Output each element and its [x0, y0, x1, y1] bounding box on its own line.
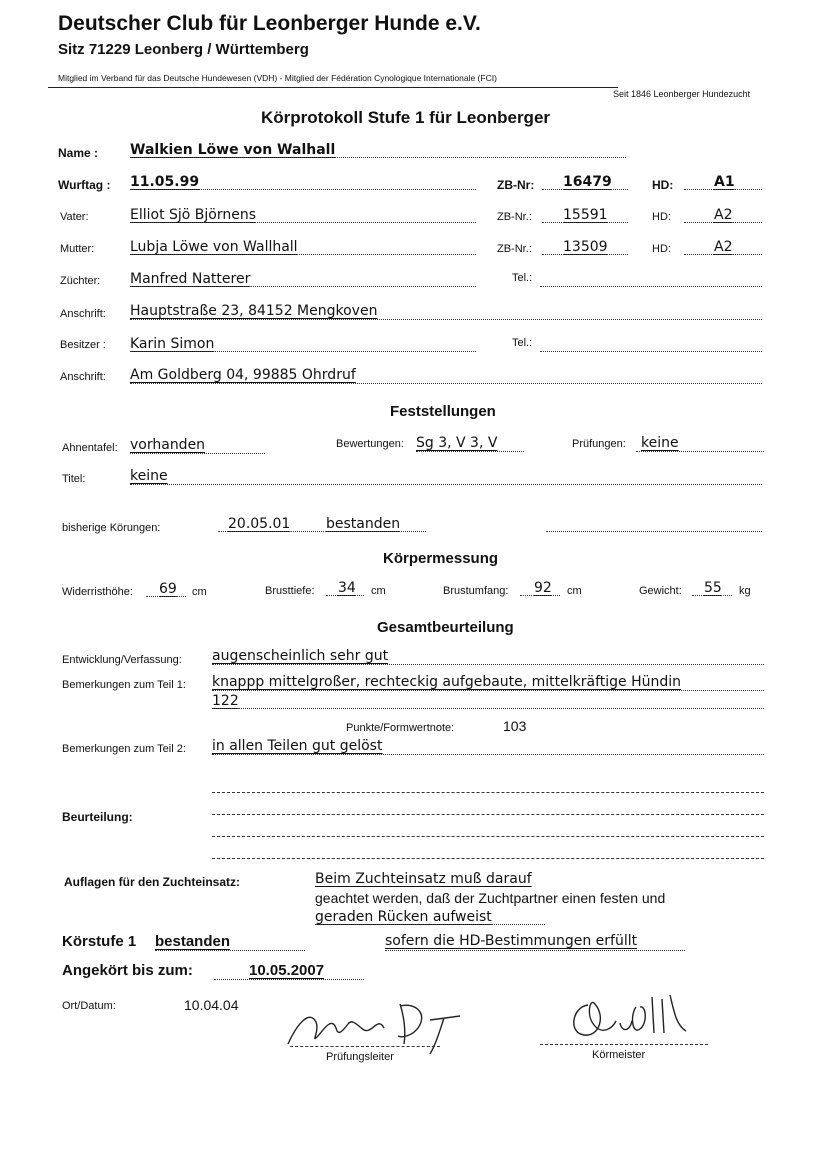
ahnentafel-label: Ahnentafel:: [62, 442, 118, 454]
name-line: [130, 157, 626, 158]
teil2-rule-1: [212, 754, 764, 755]
auflagen-line2: geachtet werden, daß der Zuchtpartner einen festen und: [315, 890, 666, 906]
angekoert-rule: [214, 979, 364, 980]
auflagen-rule: [315, 924, 545, 925]
teil2-label: Bemerkungen zum Teil 2:: [62, 743, 186, 755]
beurteilung-rule-3: [212, 858, 764, 859]
mutter-label: Mutter:: [60, 243, 95, 255]
widerrist-value: 69: [159, 581, 177, 597]
org-seat: Sitz 71229 Leonberg / Württemberg: [58, 41, 309, 58]
punkte-value: 103: [503, 718, 527, 734]
besitzer-anschrift-value: Am Goldberg 04, 99885 Ohrdruf: [130, 367, 356, 383]
beurteilung-label: Beurteilung:: [62, 810, 133, 824]
mutter-value: Lubja Löwe von Wallhall: [130, 239, 298, 255]
hd-line: [684, 189, 762, 190]
brustumfang-line: [520, 595, 560, 596]
pruefungen-line: [636, 451, 764, 452]
vater-zb-label: ZB-Nr.:: [497, 211, 532, 223]
titel-label: Titel:: [62, 473, 86, 485]
mutter-hd-label: HD:: [652, 243, 671, 255]
gewicht-value: 55: [704, 580, 722, 596]
vater-hd-value: A2: [714, 207, 733, 223]
zb-label: ZB-Nr:: [497, 178, 535, 192]
vater-line: [130, 222, 476, 223]
bewertungen-label: Bewertungen:: [336, 438, 404, 450]
koerstufe-value: bestanden: [155, 933, 231, 950]
feststellungen-heading: Feststellungen: [390, 403, 496, 420]
widerrist-label: Widerristhöhe:: [62, 586, 133, 598]
koerungen-date: 20.05.01: [228, 516, 291, 532]
pruefungen-value: keine: [641, 435, 679, 451]
besitzer-label: Besitzer :: [60, 339, 106, 351]
brustumfang-unit: cm: [567, 585, 582, 597]
mutter-zb-line: [542, 254, 628, 255]
koerstufe-label: Körstufe 1: [62, 933, 137, 950]
zuechter-anschrift-line: [130, 319, 762, 320]
entwicklung-line: [212, 664, 764, 665]
punkte-label: Punkte/Formwertnote:: [346, 722, 455, 734]
zuechter-tel-line: [540, 286, 762, 287]
titel-value: keine: [130, 468, 168, 484]
membership-line: Mitglied im Verband für das Deutsche Hundewesen (VDH) - Mitglied der Fédération Cynologique Internationale (FCI): [58, 73, 497, 83]
wurftag-line: [130, 189, 476, 190]
teil2-rule-2: [212, 792, 764, 793]
org-name: Deutscher Club für Leonberger Hunde e.V.: [58, 12, 481, 35]
koerungen-line: [218, 531, 426, 532]
vater-value: Elliot Sjö Björnens: [130, 207, 257, 223]
gewicht-label: Gewicht:: [639, 585, 682, 597]
ahnentafel-line: [130, 453, 265, 454]
koerungen-result: bestanden: [326, 516, 401, 532]
ort-label: Ort/Datum:: [62, 1000, 116, 1012]
brusttiefe-label: Brusttiefe:: [265, 585, 315, 597]
hd-label: HD:: [652, 178, 674, 192]
zuechter-value: Manfred Natterer: [130, 271, 251, 287]
vater-hd-line: [684, 222, 762, 223]
condition-rule: [385, 950, 685, 951]
pruefungsleiter-label: Prüfungsleiter: [326, 1051, 394, 1063]
gewicht-line: [692, 595, 732, 596]
teil2-value: in allen Teilen gut gelöst: [212, 738, 383, 754]
zuechter-line: [130, 286, 476, 287]
koermeister-rule: [540, 1044, 708, 1045]
besitzer-line: [130, 351, 476, 352]
widerrist-line: [146, 596, 186, 597]
teil1-line1: knappp mittelgroßer, rechteckig aufgebaute, mittelkräftige Hündin: [212, 674, 682, 690]
zb-value: 16479: [563, 174, 612, 190]
bewertungen-value: Sg 3, V 3, V: [416, 435, 498, 451]
zuechter-label: Züchter:: [60, 275, 101, 287]
zuechter-anschrift-label: Anschrift:: [60, 308, 106, 320]
koermeister-label: Körmeister: [592, 1049, 646, 1061]
vater-label: Vater:: [60, 211, 89, 223]
document-title: Körprotokoll Stufe 1 für Leonberger: [261, 108, 551, 127]
entwicklung-value: augenscheinlich sehr gut: [212, 648, 389, 664]
besitzer-tel-line: [540, 351, 762, 352]
hd-value: A1: [714, 174, 735, 190]
entwicklung-label: Entwicklung/Verfassung:: [62, 654, 182, 666]
auflagen-label: Auflagen für den Zuchteinsatz:: [64, 875, 241, 889]
zuechter-anschrift-value: Hauptstraße 23, 84152 Mengkoven: [130, 303, 378, 319]
besitzer-anschrift-line: [130, 383, 762, 384]
mutter-hd-line: [684, 254, 762, 255]
name-label: Name :: [58, 146, 99, 160]
koerungen-line-2: [546, 531, 762, 532]
wurftag-value: 11.05.99: [130, 174, 200, 190]
angekoert-label: Angekört bis zum:: [62, 962, 193, 979]
mutter-hd-value: A2: [714, 239, 733, 255]
koerpermessung-heading: Körpermessung: [383, 550, 499, 567]
mutter-line: [130, 254, 476, 255]
ahnentafel-value: vorhanden: [130, 437, 206, 453]
dog-name: Walkien Löwe von Walhall: [130, 142, 336, 158]
since-line: Seit 1846 Leonberger Hundezucht: [613, 89, 751, 99]
koerstufe-rule: [155, 950, 305, 951]
gewicht-unit: kg: [739, 585, 751, 597]
koerstufe-condition: sofern die HD-Bestimmungen erfüllt: [385, 933, 638, 949]
brustumfang-value: 92: [534, 580, 552, 596]
besitzer-anschrift-label: Anschrift:: [60, 371, 106, 383]
auflagen-line1: Beim Zuchteinsatz muß darauf: [315, 871, 532, 887]
wurftag-label: Wurftag :: [58, 178, 111, 192]
ort-value: 10.04.04: [184, 997, 239, 1013]
zb-line: [542, 189, 628, 190]
vater-zb-value: 15591: [563, 207, 608, 223]
teil1-label: Bemerkungen zum Teil 1:: [62, 679, 186, 691]
brusttiefe-unit: cm: [371, 585, 386, 597]
besitzer-tel-label: Tel.:: [512, 337, 533, 349]
vater-hd-label: HD:: [652, 211, 671, 223]
angekoert-value: 10.05.2007: [249, 962, 325, 979]
mutter-zb-value: 13509: [563, 239, 608, 255]
beurteilung-rule-1: [212, 814, 764, 815]
header-rule: [48, 87, 618, 88]
auflagen-line3: geraden Rücken aufweist: [315, 909, 492, 925]
mutter-zb-label: ZB-Nr.:: [497, 243, 532, 255]
beurteilung-rule-2: [212, 836, 764, 837]
brusttiefe-value: 34: [338, 580, 356, 596]
gesamt-heading: Gesamtbeurteilung: [377, 619, 514, 636]
brusttiefe-line: [326, 595, 364, 596]
vater-zb-line: [542, 222, 628, 223]
bewertungen-line: [416, 451, 524, 452]
teil1-rule-2: [212, 708, 764, 709]
titel-line: [130, 484, 762, 485]
brustumfang-label: Brustumfang:: [443, 585, 509, 597]
widerrist-unit: cm: [192, 586, 207, 598]
besitzer-value: Karin Simon: [130, 336, 215, 352]
teil1-rule-1: [212, 690, 764, 691]
teil1-line2: 122: [212, 693, 239, 709]
pruefungsleiter-rule: [290, 1046, 440, 1047]
zuechter-tel-label: Tel.:: [512, 272, 533, 284]
koerungen-label: bisherige Körungen:: [62, 522, 161, 534]
pruefungen-label: Prüfungen:: [572, 438, 626, 450]
